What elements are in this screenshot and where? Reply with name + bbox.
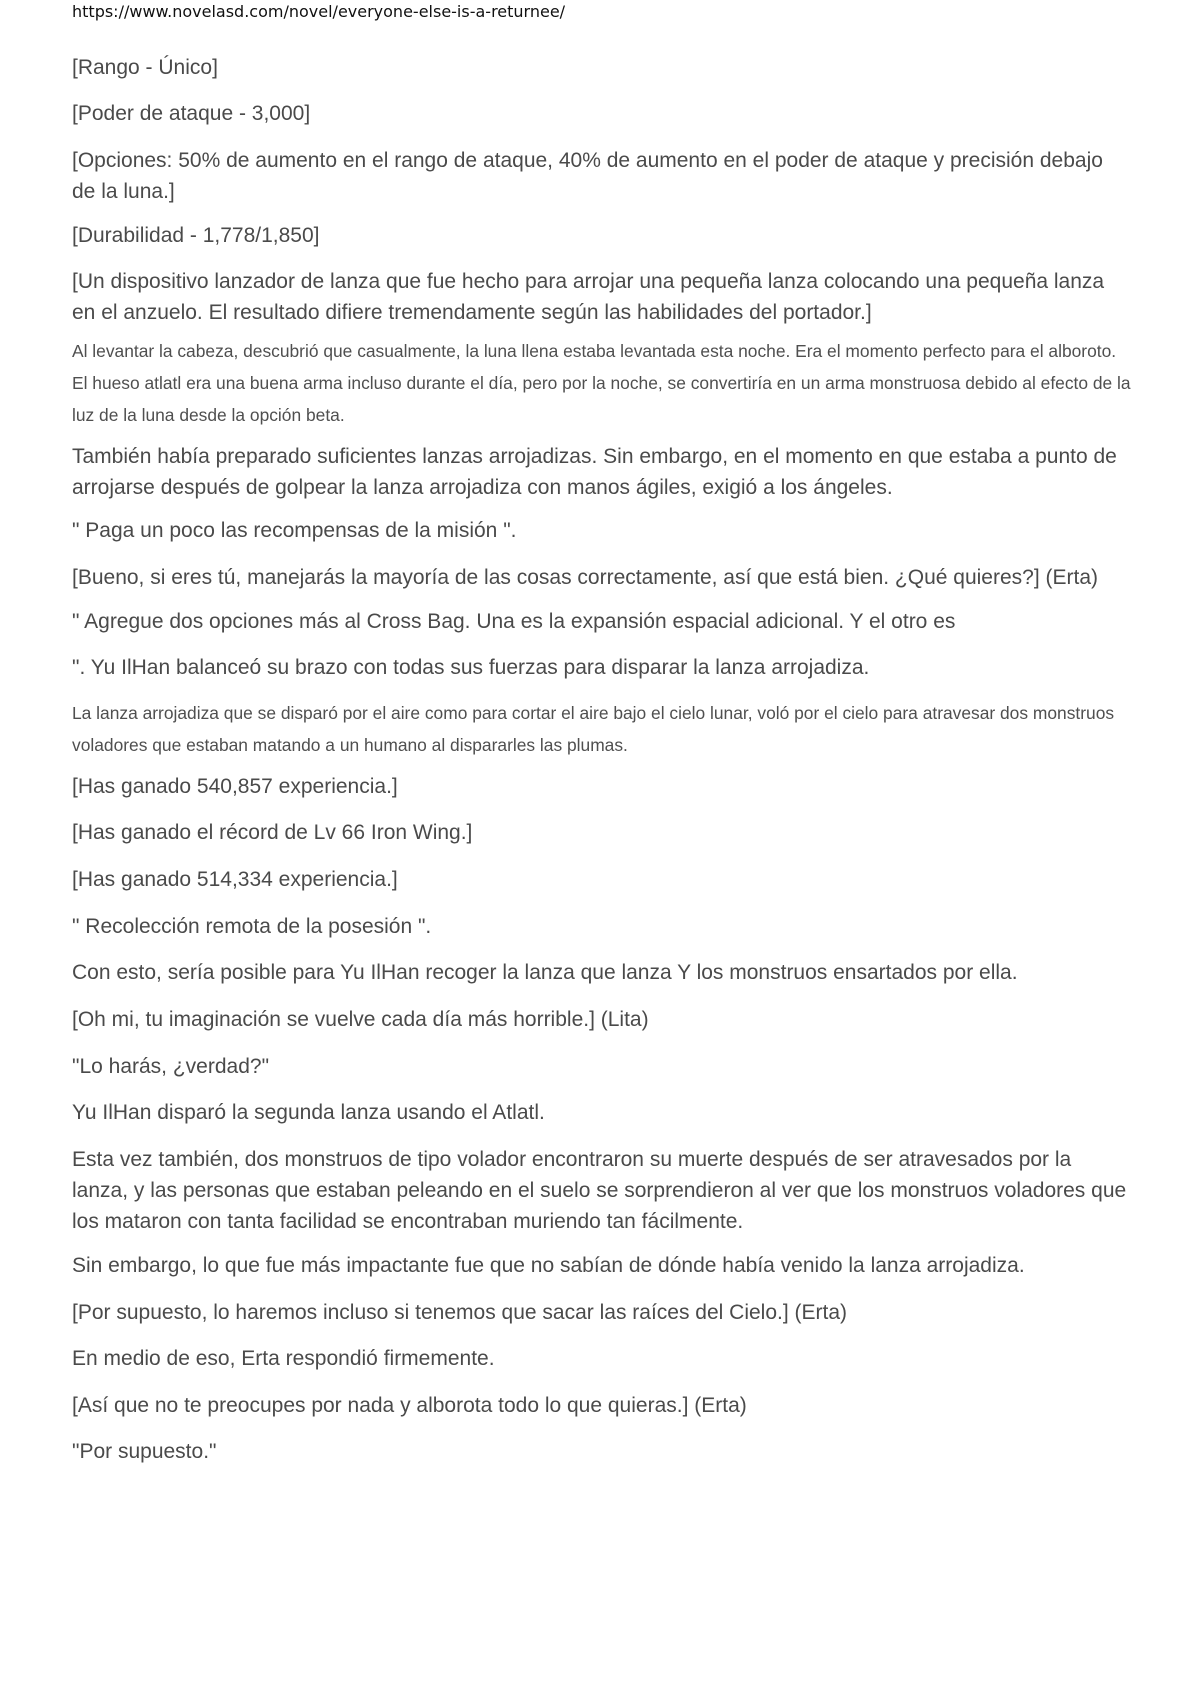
paragraph-of-course: "Por supuesto."	[72, 1440, 217, 1463]
paragraph-erta-question: [Bueno, si eres tú, manejarás la mayoría de las cosas correctamente, así que está bien. ¿Qué quieres?] (Erta)	[72, 566, 1099, 589]
paragraph-collect-spear: Con esto, sería posible para Yu IlHan recoger la lanza que lanza Y los monstruos ensartados por ella.	[72, 961, 1018, 984]
paragraph-device-desc: [Un dispositivo lanzador de lanza que fue hecho para arrojar una pequeña lanza colocando una pequeña lanza en el anzuelo. El resultado difiere tremendamente según las habilidades del portador.]	[72, 270, 1105, 324]
paragraph-durability: [Durabilidad - 1,778/1,850]	[72, 224, 320, 247]
paragraph-throw: ". Yu IlHan balanceó su brazo con todas sus fuerzas para disparar la lanza arrojadiza.	[72, 656, 870, 679]
paragraph-exp-1: [Has ganado 540,857 experiencia.]	[72, 775, 398, 798]
paragraph-remote-collect: " Recolección remota de la posesión ".	[72, 915, 432, 938]
paragraph-cross-bag: " Agregue dos opciones más al Cross Bag. Una es la expansión espacial adicional. Y el otro es	[72, 610, 956, 633]
page-url-header: https://www.novelasd.com/novel/everyone-else-is-a-returnee/	[72, 2, 566, 21]
paragraph-record: [Has ganado el récord de Lv 66 Iron Wing.]	[72, 821, 473, 844]
paragraph-full-moon: Al levantar la cabeza, descubrió que casualmente, la luna llena estaba levantada esta noche. Era el momento perfecto para el alboroto. El hueso atlatl era una buena arma incluso durante el día, pero por la noche, se convertiría en un arma monstruosa debido al efecto de la luz de la luna desde la opción beta.	[72, 341, 1131, 425]
paragraph-options: [Opciones: 50% de aumento en el rango de ataque, 40% de aumento en el poder de ataque y precisión debajo de la luna.]	[72, 149, 1103, 203]
paragraph-flying-monsters: Esta vez también, dos monstruos de tipo volador encontraron su muerte después de ser atravesados por la lanza, y las personas que estaban peleando en el suelo se sorprendieron al ver que los monstruos voladores que los mataron con tanta facilidad se encontraban muriendo tan fácilmente.	[72, 1148, 1127, 1233]
paragraph-lita: [Oh mi, tu imaginación se vuelve cada día más horrible.] (Lita)	[72, 1008, 649, 1031]
paragraph-you-will: "Lo harás, ¿verdad?"	[72, 1055, 270, 1078]
paragraph-rank: [Rango - Único]	[72, 56, 218, 79]
paragraph-pay-rewards: " Paga un poco las recompensas de la misión ".	[72, 519, 517, 542]
paragraph-impact: Sin embargo, lo que fue más impactante fue que no sabían de dónde había venido la lanza arrojadiza.	[72, 1254, 1025, 1277]
paragraph-exp-2: [Has ganado 514,334 experiencia.]	[72, 868, 398, 891]
paragraph-spears: También había preparado suficientes lanzas arrojadizas. Sin embargo, en el momento en que estaba a punto de arrojarse después de golpear la lanza arrojadiza con manos ágiles, exigió a los ángeles.	[72, 445, 1117, 499]
document-body	[72, 52, 1132, 1467]
paragraph-attack-power: [Poder de ataque - 3,000]	[72, 102, 311, 125]
paragraph-dont-worry: [Así que no te preocupes por nada y alborota todo lo que quieras.] (Erta)	[72, 1394, 747, 1417]
paragraph-heaven-roots: [Por supuesto, lo haremos incluso si tenemos que sacar las raíces del Cielo.] (Erta)	[72, 1301, 848, 1324]
paragraph-spear-flight: La lanza arrojadiza que se disparó por el aire como para cortar el aire bajo el cielo lunar, voló por el cielo para atravesar dos monstruos voladores que estaban matando a un humano al dispararles las plumas.	[72, 703, 1115, 755]
paragraph-second-spear: Yu IlHan disparó la segunda lanza usando el Atlatl.	[72, 1101, 545, 1124]
paragraph-erta-firm: En medio de eso, Erta respondió firmemente.	[72, 1347, 495, 1370]
